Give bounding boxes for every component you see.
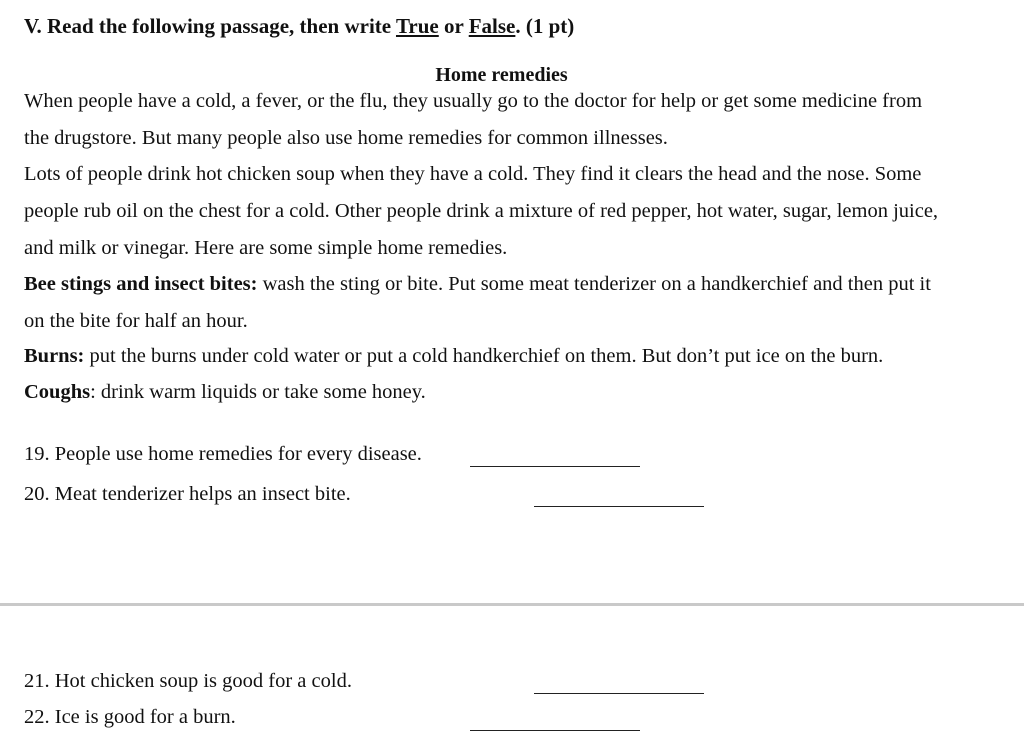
passage-line-3: Lots of people drink hot chicken soup when they have a cold. They find it clears the head and the nose. Some: [24, 163, 922, 185]
passage-line-5: and milk or vinegar. Here are some simple home remedies.: [24, 237, 508, 259]
answer-blank-22[interactable]: [470, 730, 640, 731]
coughs-text: : drink warm liquids or take some honey.: [90, 381, 426, 403]
heading-or-word: or: [438, 14, 469, 38]
question-19: 19. People use home remedies for every disease.: [24, 443, 422, 465]
bee-stings-remedy: [24, 273, 931, 296]
passage-line-2: the drugstore. But many people also use home remedies for common illnesses.: [24, 127, 668, 149]
passage-line-1: When people have a cold, a fever, or the flu, they usually go to the doctor for help or get some medicine from: [24, 90, 923, 112]
bee-stings-label: Bee stings and insect bites:: [24, 273, 258, 295]
question-20: 20. Meat tenderizer helps an insect bite.: [24, 483, 351, 505]
heading-true-word: True: [395, 14, 439, 38]
heading-suffix: . (1 pt): [515, 14, 575, 38]
answer-blank-19[interactable]: [470, 466, 640, 467]
bee-stings-text: wash the sting or bite. Put some meat tenderizer on a handkerchief and then put it: [257, 273, 931, 295]
heading-false-word: False: [468, 14, 516, 38]
coughs-label: Coughs: [24, 381, 91, 403]
bee-stings-continuation: on the bite for half an hour.: [24, 310, 248, 332]
question-21: 21. Hot chicken soup is good for a cold.: [24, 670, 352, 692]
burns-text: put the burns under cold water or put a cold handkerchief on them. But don’t put ice on the burn.: [84, 345, 884, 367]
page-divider: [0, 603, 1024, 606]
burns-label: Burns:: [24, 345, 85, 367]
burns-remedy: [24, 345, 883, 368]
heading-prefix: V. Read the following passage, then write: [24, 14, 396, 38]
question-22: 22. Ice is good for a burn.: [24, 706, 236, 728]
answer-blank-21[interactable]: [534, 693, 704, 694]
answer-blank-20[interactable]: [534, 506, 704, 507]
passage-title: Home remedies: [435, 64, 568, 86]
coughs-remedy: [24, 381, 426, 404]
passage-line-4: people rub oil on the chest for a cold. Other people drink a mixture of red pepper, hot water, sugar, lemon juice,: [24, 200, 939, 222]
section-heading: [24, 14, 574, 39]
